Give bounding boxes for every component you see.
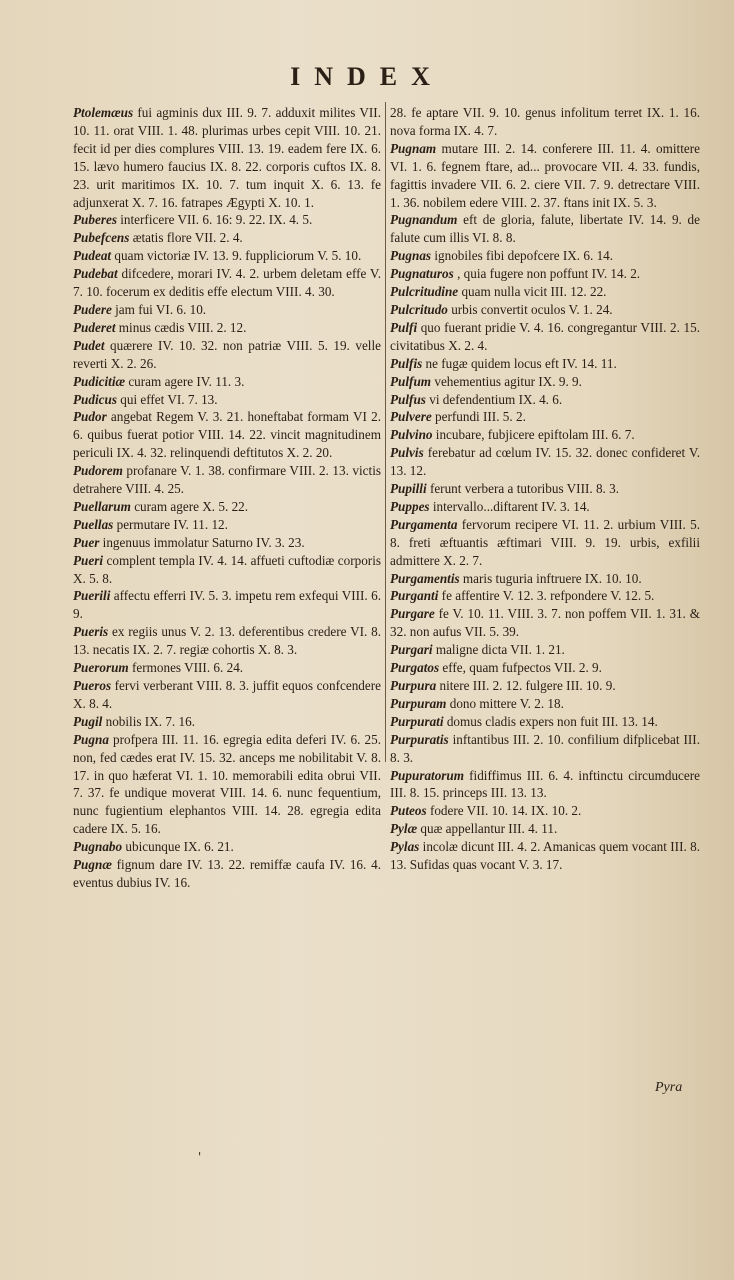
entry-text: fidiffimus III. 6. 4. inftinctu circumducere III. 8. 15. princeps III. 13. 13. xyxy=(390,767,700,801)
entry-headword: Pudere xyxy=(73,301,112,317)
index-entry xyxy=(390,140,700,212)
entry-headword: Pylæ xyxy=(390,821,418,837)
index-entry xyxy=(390,802,700,820)
entry-headword: Pulvere xyxy=(390,409,432,425)
index-entry xyxy=(73,301,381,319)
index-entry xyxy=(390,516,700,570)
entry-text: ætatis flore VII. 2. 4. xyxy=(129,230,243,246)
entry-text: fodere VII. 10. 14. IX. 10. 2. xyxy=(426,803,582,819)
entry-text: quam nulla vicit III. 12. 22. xyxy=(458,284,607,300)
index-entry xyxy=(390,498,700,516)
entry-text: fervi verberant VIII. 8. 3. juffit equos confcendere X. 8. 4. xyxy=(73,678,381,711)
entry-text: profpera III. 11. 16. egregia edita deferi IV. 6. 25. non, fed cædes erat IV. 15. 32. anceps me nobilitabit V. 8. 17. in quo hæferat VI. 1. 10. memorabili edita obrui VII. 7. 37. fe undique moverat VIII. 14. 6. nunc fequentium, nunc fugientium elephantos VIII. 14. 28. egregia edita cadere IX. 5. 16. xyxy=(73,731,381,837)
entry-text: fermones VIII. 6. 24. xyxy=(128,660,244,676)
index-entry xyxy=(390,265,700,283)
index-entry xyxy=(73,677,381,713)
entry-text: 28. fe aptare VII. 9. 10. genus infolitum terret IX. 1. 16. nova forma IX. 4. 7. xyxy=(390,105,700,138)
index-entry xyxy=(390,480,700,498)
entry-headword: Puerili xyxy=(73,588,111,604)
index-entry xyxy=(73,229,381,247)
entry-headword: Purgamentis xyxy=(390,570,460,586)
entry-text: vehementius agitur IX. 9. 9. xyxy=(431,373,582,389)
entry-text: quærere IV. 10. 32. non patriæ VIII. 5. 19. velle reverti X. 2. 26. xyxy=(73,337,381,371)
catchword: Pyra xyxy=(655,1080,683,1095)
entry-text: dono mittere V. 2. 18. xyxy=(446,695,564,711)
entry-text: jam fui VI. 6. 10. xyxy=(111,301,207,317)
index-entry xyxy=(73,337,381,373)
entry-headword: Purpura xyxy=(390,678,437,693)
entry-text: ubicunque IX. 6. 21. xyxy=(122,839,234,855)
entry-text: fui agminis dux III. 9. 7. adduxit milites VII. 10. 11. orat VIII. 1. 48. plurimas urbes cepit VIII. 10. 21. fecit id per dies complures VIII. 13. 19. eadem fere IX. 6. 15. lævo humero faucius IX. 8. 22. corporis cuftos IX. 8. 23. urit maritimos IX. 10. 7. tum inquit X. 6. 13. fe adjunxerat X. 7. 16. fatrapes Ægypti X. 10. 1. xyxy=(73,105,381,210)
entry-text: curam agere X. 5. 22. xyxy=(130,498,249,514)
index-entry xyxy=(390,570,700,588)
page-mark: ' xyxy=(198,1150,202,1164)
index-entry xyxy=(390,426,700,444)
page-title: INDEX xyxy=(290,62,444,91)
entry-headword: Pulfi xyxy=(390,319,418,335)
entry-text: interficere VII. 6. 16: 9. 22. IX. 4. 5. xyxy=(116,212,313,228)
index-entry xyxy=(73,104,381,211)
entry-headword: Pudicus xyxy=(73,391,117,407)
entry-text: nitere III. 2. 12. fulgere III. 10. 9. xyxy=(436,678,616,693)
index-entry xyxy=(73,838,381,856)
entry-headword: Puppes xyxy=(390,498,430,514)
entry-headword: Pudorem xyxy=(73,463,123,479)
entry-text: qui effet VI. 7. 13. xyxy=(116,391,218,407)
entry-headword: Pudeat xyxy=(73,248,112,264)
entry-text: fe affentire V. 12. 3. refpondere V. 12. 5. xyxy=(438,588,655,604)
index-entry xyxy=(73,587,381,623)
index-entry xyxy=(390,391,700,409)
entry-text: urbis convertit oculos V. 1. 24. xyxy=(447,301,613,317)
index-entry xyxy=(73,713,381,731)
index-entry xyxy=(390,587,700,605)
entry-headword: Pudor xyxy=(73,409,107,425)
index-entry xyxy=(73,534,381,552)
entry-text: angebat Regem V. 3. 21. honeftabat formam VI 2. 6. quibus fuerat potior VIII. 14. 22. vincit magnitudinem periculi IX. 4. 32. relinquendi deftitutos X. 2. 20. xyxy=(73,409,381,461)
entry-text: fignum dare IV. 13. 22. remiffæ caufa IV. 16. 4. eventus dubius IV. 16. xyxy=(73,857,381,890)
entry-text: effe, quam fufpectos VII. 2. 9. xyxy=(439,660,602,676)
index-entry xyxy=(390,677,700,695)
index-entry xyxy=(390,713,700,731)
entry-headword: Puerorum xyxy=(73,660,129,676)
entry-text: fe V. 10. 11. VIII. 3. 7. non poffem VII. 1. 31. & 32. non aufus VII. 5. 39. xyxy=(390,606,700,640)
index-entry xyxy=(73,211,381,229)
entry-text: minus cædis VIII. 2. 12. xyxy=(115,319,247,335)
entry-headword: Purpurati xyxy=(390,713,444,729)
entry-text: curam agere IV. 11. 3. xyxy=(125,373,245,389)
index-entry xyxy=(390,319,700,355)
entry-text: quæ appellantur III. 4. 11. xyxy=(417,821,558,837)
entry-text: ne fugæ quidem locus eft IV. 14. 11. xyxy=(422,355,617,371)
entry-headword: Pubefcens xyxy=(73,230,130,246)
index-entry xyxy=(73,408,381,462)
entry-headword: Pugil xyxy=(73,713,103,729)
entry-headword: Pupilli xyxy=(390,481,427,497)
entry-text: nobilis IX. 7. 16. xyxy=(102,713,195,729)
left-column xyxy=(73,104,381,892)
entry-headword: Puteos xyxy=(390,803,427,819)
entry-headword: Pugnaturos xyxy=(390,266,454,282)
index-entry xyxy=(390,731,700,767)
index-entry xyxy=(390,820,700,838)
entry-headword: Purgamenta xyxy=(390,516,458,532)
entry-headword: Pudet xyxy=(73,337,105,353)
entry-text: ex regiis unus V. 2. 13. deferentibus credere VI. 8. 13. necatis IX. 2. 7. regiæ cohortis X. 8. 3. xyxy=(73,624,381,658)
entry-text: incubare, fubjicere epiftolam III. 6. 7. xyxy=(432,427,635,443)
index-entry xyxy=(390,301,700,319)
index-entry xyxy=(390,283,700,301)
index-entry xyxy=(390,355,700,373)
entry-text: eft de gloria, falute, libertate IV. 14. 9. de falute cum illis VI. 8. 8. xyxy=(390,212,700,246)
index-entry xyxy=(390,695,700,713)
entry-headword: Ptolemæus xyxy=(73,105,134,120)
entry-headword: Puer xyxy=(73,534,100,550)
index-entry xyxy=(73,319,381,337)
index-entry xyxy=(73,265,381,301)
entry-headword: Pudicitiæ xyxy=(73,373,126,389)
index-entry xyxy=(390,605,700,641)
index-entry xyxy=(73,516,381,534)
entry-headword: Pudebat xyxy=(73,266,118,282)
entry-headword: Pupuratorum xyxy=(390,767,465,783)
entry-headword: Pulvis xyxy=(390,445,424,461)
index-entry xyxy=(73,391,381,409)
entry-text: mutare III. 2. 14. conferere III. 11. 4. omittere VI. 1. 6. fegnem ftare, ad... provocare VII. 4. 33. fundis, fagittis invadere VII. 6. 2. ciere VII. 7. 9. detrectare VIII. 1. 36. nobilem edere VIII. 2. 37. ftans init IX. 5. 3. xyxy=(390,140,700,210)
entry-text: intervallo...diftarent IV. 3. 14. xyxy=(429,498,590,514)
index-entry xyxy=(390,247,700,265)
index-entry xyxy=(73,373,381,391)
entry-headword: Pugnæ xyxy=(73,857,112,873)
entry-text: ingenuus immolatur Saturno IV. 3. 23. xyxy=(99,534,305,550)
entry-headword: Purgatos xyxy=(390,660,440,676)
entry-headword: Purgari xyxy=(390,642,433,658)
entry-text: difcedere, morari IV. 4. 2. urbem deletam effe V. 7. 10. focerum ex deditis effe electum VIII. 4. 30. xyxy=(73,266,381,300)
entry-text: ferunt verbera a tutoribus VIII. 8. 3. xyxy=(426,481,620,497)
index-entry xyxy=(73,498,381,516)
entry-text: incolæ dicunt III. 4. 2. Amanicas quem vocant III. 8. 13. Sufidas quas vocant V. 3. 17. xyxy=(390,839,700,873)
entry-headword: Puderet xyxy=(73,319,116,335)
entry-headword: Purpuratis xyxy=(390,731,449,747)
entry-text: domus cladis expers non fuit III. 13. 14. xyxy=(443,713,658,729)
index-entry xyxy=(73,623,381,659)
index-entry xyxy=(390,373,700,391)
entry-text: profanare V. 1. 38. confirmare VIII. 2. 13. victis detrahere VIII. 4. 25. xyxy=(73,463,381,497)
entry-headword: Pugnas xyxy=(390,248,432,264)
entry-text: maligne dicta VII. 1. 21. xyxy=(432,642,565,658)
index-entry xyxy=(390,104,700,140)
entry-headword: Pugna xyxy=(73,731,109,747)
entry-text: quo fuerant pridie V. 4. 16. congregantur VIII. 2. 15. civitatibus X. 2. 4. xyxy=(390,319,700,353)
entry-headword: Purgare xyxy=(390,606,435,622)
entry-text: affectu efferri IV. 5. 3. impetu rem exfequi VIII. 6. 9. xyxy=(73,588,381,622)
index-entry xyxy=(390,767,700,803)
index-entry xyxy=(73,552,381,588)
entry-headword: Pugnabo xyxy=(73,839,123,855)
entry-text: perfundi III. 5. 2. xyxy=(431,409,526,425)
entry-text: ferebatur ad cœlum IV. 15. 32. donec confideret V. 13. 12. xyxy=(390,445,700,479)
entry-headword: Pulfum xyxy=(390,373,432,389)
column-divider xyxy=(385,102,386,762)
entry-headword: Pugnam xyxy=(390,140,437,156)
entry-headword: Pulcritudine xyxy=(390,284,459,300)
entry-headword: Pulvino xyxy=(390,427,433,443)
entry-text: quam victoriæ IV. 13. 9. fuppliciorum V. 5. 10. xyxy=(111,248,362,264)
index-entry xyxy=(73,462,381,498)
entry-text: permutare IV. 11. 12. xyxy=(113,516,228,532)
entry-text: fervorum recipere VI. 11. 2. urbium VIII. 5. 8. freti æftuantis æftimari VIII. 9. 19. urbis, exfilii admittere X. 2. 7. xyxy=(390,516,700,568)
entry-headword: Pulfus xyxy=(390,391,426,407)
index-entry xyxy=(73,247,381,265)
entry-headword: Pueros xyxy=(73,678,112,693)
entry-text: inftantibus III. 2. 10. confilium difplicebat III. 8. 3. xyxy=(390,731,700,765)
index-entry xyxy=(73,856,381,892)
entry-headword: Puberes xyxy=(73,212,117,228)
index-entry xyxy=(390,659,700,677)
index-entry xyxy=(73,731,381,838)
entry-text: , quia fugere non poffunt IV. 14. 2. xyxy=(453,266,641,282)
index-entry xyxy=(390,211,700,247)
index-entry xyxy=(390,444,700,480)
index-entry xyxy=(390,641,700,659)
entry-text: vi defendentium IX. 4. 6. xyxy=(425,391,563,407)
index-entry xyxy=(390,408,700,426)
entry-text: ignobiles fibi depofcere IX. 6. 14. xyxy=(431,248,614,264)
right-column xyxy=(390,104,700,874)
entry-headword: Pulfis xyxy=(390,355,423,371)
index-entry xyxy=(73,659,381,677)
index-entry xyxy=(390,838,700,874)
entry-text: complent templa IV. 4. 14. affueti cuftodiæ corporis X. 5. 8. xyxy=(73,552,381,586)
entry-headword: Pylas xyxy=(390,839,420,855)
entry-headword: Pueris xyxy=(73,624,109,640)
entry-headword: Purpuram xyxy=(390,695,447,711)
entry-headword: Pulcritudo xyxy=(390,301,448,317)
entry-headword: Pueri xyxy=(73,552,104,568)
entry-headword: Purganti xyxy=(390,588,439,604)
entry-headword: Pugnandum xyxy=(390,212,458,228)
entry-headword: Puellas xyxy=(73,516,114,532)
entry-text: maris tuguria inftruere IX. 10. 10. xyxy=(459,570,642,586)
entry-headword: Puellarum xyxy=(73,498,131,514)
